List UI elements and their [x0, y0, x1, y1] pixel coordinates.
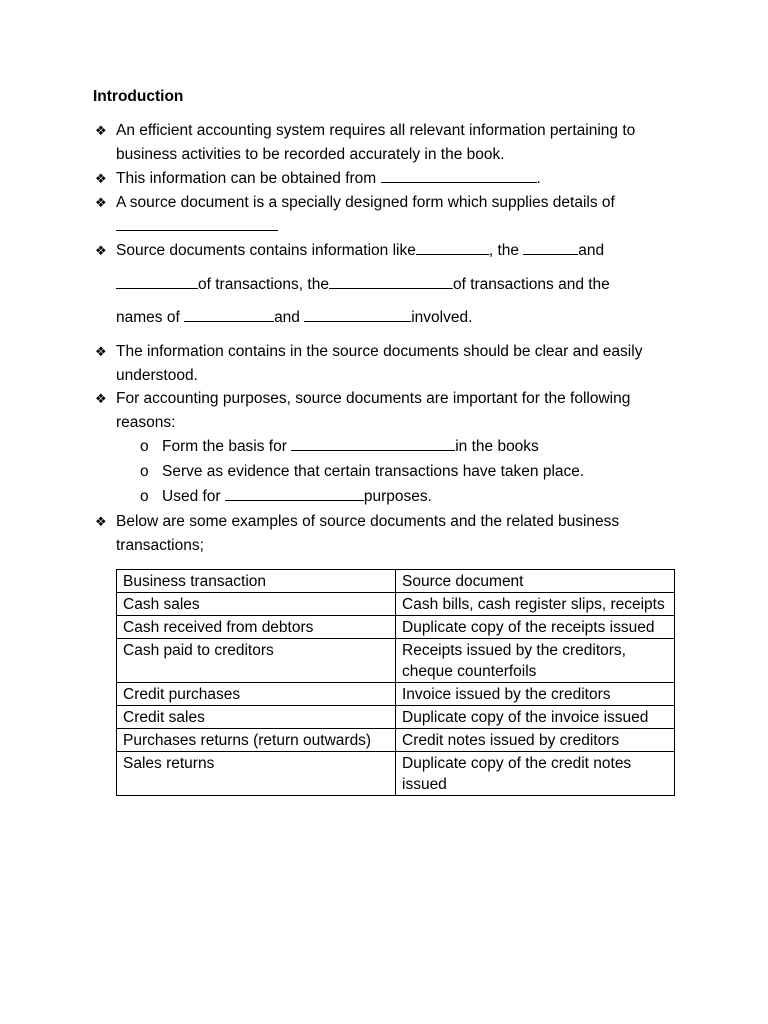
bullet-text: A source document is a specially designed form which supplies details of [116, 194, 615, 211]
table-cell: Duplicate copy of the credit notes issued [396, 752, 675, 796]
fill-in-blank[interactable] [523, 239, 578, 255]
fill-in-blank[interactable] [304, 306, 411, 322]
table-cell: Invoice issued by the creditors [396, 683, 675, 706]
section-heading: Introduction [93, 88, 184, 105]
table-row [117, 639, 675, 683]
table-cell: Cash bills, cash register slips, receipts [396, 593, 675, 616]
bullet-text: of transactions and the [452, 275, 610, 293]
table-cell: Purchases returns (return outwards) [117, 729, 396, 752]
table-header-cell: Business transaction [117, 570, 396, 593]
sub-bullet-text: Used for [162, 488, 225, 505]
sub-bullet-text: Serve as evidence that certain transactions have taken place. [162, 463, 585, 480]
diamond-bullet-icon: ❖ [95, 243, 107, 258]
bullet-text: and [578, 242, 605, 259]
diamond-bullet-icon: ❖ [95, 514, 107, 529]
sub-bullet-text: purposes. [363, 488, 432, 505]
bullet-text: Below are some examples of source documents and the related business transactions; [116, 513, 620, 554]
sub-bullet-text: in the books [455, 438, 539, 455]
table-cell: Credit purchases [117, 683, 396, 706]
table-cell: Cash received from debtors [117, 616, 396, 639]
table-header-row [117, 570, 675, 593]
table-cell: Receipts issued by the creditors, cheque counterfoils [396, 639, 675, 683]
fill-in-blank[interactable] [225, 485, 364, 501]
table-row [117, 616, 675, 639]
fill-in-blank[interactable] [116, 215, 278, 231]
table-cell: Sales returns [117, 752, 396, 796]
circle-bullet-icon: o [140, 463, 149, 480]
sub-bullet-used-for [140, 485, 432, 509]
fill-in-blank[interactable] [116, 273, 198, 289]
table-cell: Duplicate copy of the invoice issued [396, 706, 675, 729]
bullet-text: Source documents contains information like [116, 242, 416, 259]
bullet-text: This information can be obtained from [116, 170, 381, 187]
diamond-bullet-icon: ❖ [95, 123, 107, 138]
sub-bullet-text: Form the basis for [162, 438, 292, 455]
bullet-text: , the [488, 242, 524, 259]
diamond-bullet-icon: ❖ [95, 195, 107, 210]
table-cell: Duplicate copy of the receipts issued [396, 616, 675, 639]
bullet-source-document-definition [95, 191, 688, 239]
circle-bullet-icon: o [140, 488, 149, 505]
bullet-text: involved. [411, 309, 473, 326]
bullet-text: The information contains in the source documents should be clear and easily understood. [116, 343, 643, 384]
table-cell: Cash paid to creditors [117, 639, 396, 683]
bullet-efficient-system [95, 119, 688, 167]
bullet-examples [95, 510, 688, 558]
bullet-text: An efficient accounting system requires all relevant information pertaining to business activities to be recorded accurately in the book. [116, 122, 636, 163]
fill-in-blank[interactable] [416, 239, 489, 255]
bullet-information-source [95, 167, 688, 191]
diamond-bullet-icon: ❖ [95, 344, 107, 359]
fill-in-blank[interactable] [329, 273, 453, 289]
bullet-text: . [536, 170, 541, 187]
table-row [117, 729, 675, 752]
table-row [117, 593, 675, 616]
fill-in-blank[interactable] [381, 167, 537, 183]
bullet-clear-information [95, 340, 688, 388]
sub-bullet-basis [140, 435, 539, 459]
bullet-text: and [274, 309, 305, 326]
table-header-cell: Source document [396, 570, 675, 593]
fill-in-blank[interactable] [291, 435, 455, 451]
bullet-text: names of [116, 309, 185, 326]
bullet-accounting-purposes [95, 387, 688, 435]
table-row [117, 706, 675, 729]
table-cell: Credit sales [117, 706, 396, 729]
diamond-bullet-icon: ❖ [95, 391, 107, 406]
bullet-text: For accounting purposes, source documents are important for the following reasons: [116, 390, 631, 431]
diamond-bullet-icon: ❖ [95, 171, 107, 186]
sub-bullet-evidence [140, 460, 584, 484]
table-cell: Cash sales [117, 593, 396, 616]
bullet-source-document-contents [95, 239, 688, 335]
fill-in-blank[interactable] [184, 306, 274, 322]
bullet-text: of transactions, the [198, 275, 329, 293]
circle-bullet-icon: o [140, 438, 149, 455]
table-cell: Credit notes issued by creditors [396, 729, 675, 752]
table-row [117, 683, 675, 706]
table-row [117, 752, 675, 796]
source-documents-table [116, 569, 675, 796]
